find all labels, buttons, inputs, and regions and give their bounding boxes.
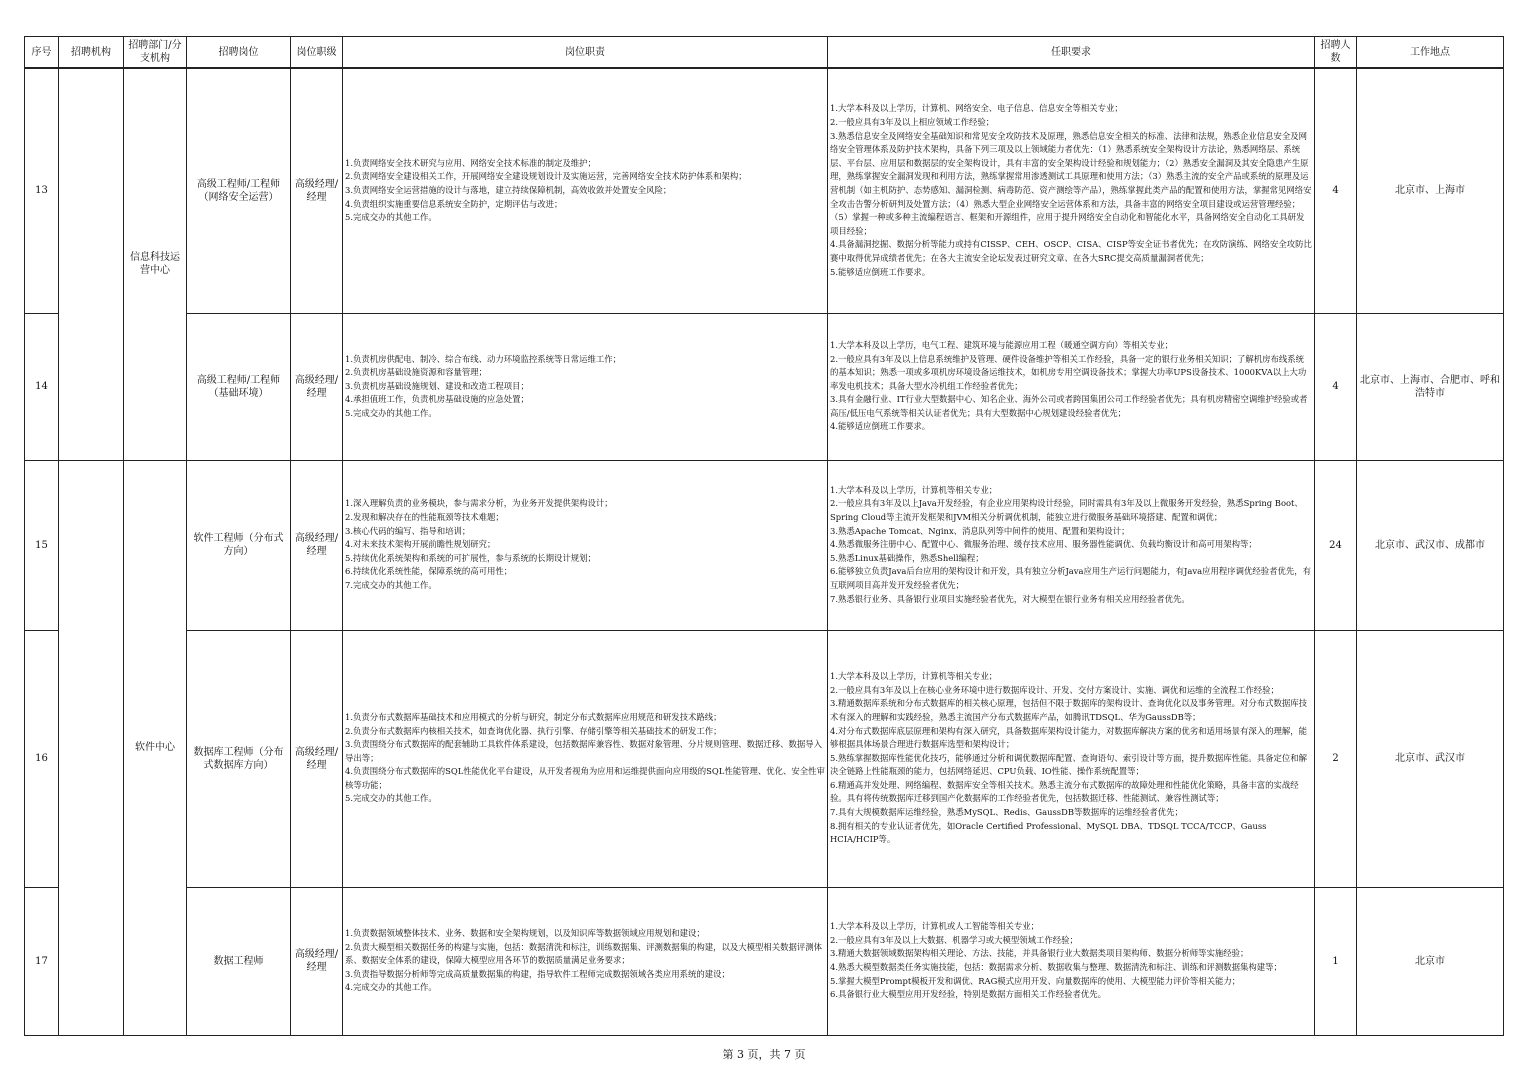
list-item: 2.一般应具有3年及以上相应领域工作经验； xyxy=(830,116,995,127)
list-item: 2.一般应具有3年及以上大数据、机器学习或大模型领域工作经验； xyxy=(830,934,1078,945)
table-row xyxy=(25,313,1504,460)
list-item: 3.精通大数据领域数据架构相关理论、方法、技能，并具备银行业大数据类项目架构师、数据分析师等实施经验； xyxy=(830,948,1249,959)
list-item: 2.发现和解决存在的性能瓶颈等技术难题； xyxy=(345,512,504,523)
row-location: 北京市、武汉市 xyxy=(1357,630,1504,887)
list-item: 5.掌握大模型Prompt模板开发和调优、RAG模式应用开发、向量数据库的使用、大模型能力评价等相关能力； xyxy=(830,975,1241,986)
row-count: 4 xyxy=(1315,68,1357,313)
list-item: 1.大学本科及以上学历，电气工程、建筑环境与能源应用工程（暖通空调方向）等相关专业； xyxy=(830,339,1173,350)
list-item: 4.能够适应倒班工作要求。 xyxy=(830,421,931,432)
list-item: 2.一般应具有3年及以上在核心业务环境中进行数据库设计、开发、交付方案设计、实施、调优和运维的全流程工作经验； xyxy=(830,684,1279,695)
row-position: 数据工程师 xyxy=(187,887,291,1035)
list-item: 1.大学本科及以上学历，计算机或人工智能等相关专业； xyxy=(830,921,1039,932)
list-item: 8.拥有相关的专业认证者优先，如Oracle Certified Professional、MySQL DBA、TDSQL TCCA/TCCP、Gauss HCIA/HCIP等。 xyxy=(830,820,1267,845)
dept-cell-2: 软件中心 xyxy=(124,460,187,1035)
row-location: 北京市、上海市、合肥市、呼和浩特市 xyxy=(1357,313,1504,460)
org-cell-2 xyxy=(59,460,124,1035)
header-dept: 招聘部门/分支机构 xyxy=(124,37,187,69)
list-item: 4.完成交办的其他工作。 xyxy=(345,982,437,993)
list-item: 1.负责数据领域整体技术、业务、数据和安全架构规划，以及知识库等数据领域应用规划和建设； xyxy=(345,928,705,939)
header-location: 工作地点 xyxy=(1357,37,1504,69)
row-requirements xyxy=(828,68,1315,313)
row-requirements xyxy=(828,313,1315,460)
list-item: 5.完成交办的其他工作。 xyxy=(345,407,437,418)
row-seq: 14 xyxy=(25,313,59,460)
list-item: 5.完成交办的其他工作。 xyxy=(345,793,437,804)
row-duties xyxy=(343,887,828,1035)
row-count: 24 xyxy=(1315,460,1357,630)
table-row xyxy=(25,887,1504,1035)
list-item: 3.熟悉Apache Tomcat、Nginx、消息队列等中间件的使用、配置和架构设计； xyxy=(830,525,1130,536)
table-row xyxy=(25,460,1504,630)
row-level: 高级经理/经理 xyxy=(291,630,343,887)
header-requirements: 任职要求 xyxy=(828,37,1315,69)
list-item: 4.对分布式数据库底层原理和架构有深入研究，具备数据库架构设计能力，对数据库解决方案的优劣和适用场景有深入的理解，能够根据具体场景合理进行数据库选型和架构设计； xyxy=(830,725,1307,750)
row-requirements xyxy=(828,887,1315,1035)
row-seq: 15 xyxy=(25,460,59,630)
header-duties: 岗位职责 xyxy=(343,37,828,69)
list-item: 2.负责机房基础设施资源和容量管理； xyxy=(345,367,487,378)
row-count: 1 xyxy=(1315,887,1357,1035)
row-position: 数据库工程师（分布式数据库方向） xyxy=(187,630,291,887)
list-item: 6.精通高并发处理、网络编程、数据库安全等相关技术。熟悉主流分布式数据库的故障处理和性能优化策略，具备丰富的实战经验。具有将传统数据库迁移到国产化数据库的工作经验者优先，包括数据迁移、性能测试、兼容性测试等； xyxy=(830,779,1299,804)
table-row xyxy=(25,630,1504,887)
list-item: 2.负责大模型相关数据任务的构建与实施，包括：数据清洗和标注，训练数据集、评测数据集的构建，以及大模型相关数据评测体系、数据安全体系的建设，保障大模型应用各环节的数据质量满足业务要求； xyxy=(345,941,822,966)
header-position: 招聘岗位 xyxy=(187,37,291,69)
row-position: 高级工程师/工程师（基础环境） xyxy=(187,313,291,460)
list-item: 3.负责指导数据分析师等完成高质量数据集的构建，指导软件工程师完成数据领域各类应用系统的建设； xyxy=(345,968,730,979)
list-item: 4.承担值班工作，负责机房基础设施的应急处置； xyxy=(345,394,529,405)
org-cell-1 xyxy=(59,68,124,460)
list-item: 1.大学本科及以上学历，计算机等相关专业； xyxy=(830,484,998,495)
row-level: 高级经理/经理 xyxy=(291,460,343,630)
row-location: 北京市、上海市 xyxy=(1357,68,1504,313)
row-seq: 17 xyxy=(25,887,59,1035)
header-level: 岗位职级 xyxy=(291,37,343,69)
list-item: 3.负责围绕分布式数据库的配套辅助工具软件体系建设，包括数据库兼容性、数据对象管理、分片规则管理、数据迁移、数据导入导出等； xyxy=(345,739,822,763)
list-item: 4.熟悉大模型数据类任务实施技能，包括：数据需求分析、数据收集与整理、数据清洗和标注、训练和评测数据集构建等； xyxy=(830,962,1282,972)
header-row xyxy=(25,37,1504,69)
list-item: 5.持续优化系统架构和系统的可扩展性，参与系统的长期设计规划； xyxy=(345,552,596,563)
row-requirements xyxy=(828,630,1315,887)
list-item: 6.持续优化系统性能，保障系统的高可用性； xyxy=(345,566,513,577)
list-item: 6.能够独立负责Java后台应用的架构设计和开发，具有独立分析Java应用生产运行问题能力，有Java应用程序调优经验者优先，有互联网项目高并发开发经验者优先； xyxy=(830,566,1311,590)
list-item: 4.负责围绕分布式数据库的SQL性能优化平台建设，从开发者视角为应用和运维提供面向应用级的SQL性能管理、优化、安全性审核等功能； xyxy=(345,766,825,790)
list-item: 5.能够适应倒班工作要求。 xyxy=(830,266,931,277)
list-item: 3.精通数据库系统和分布式数据库的相关核心原理，包括但不限于数据库的架构设计、查询优化以及事务管理。对分布式数据库技术有深入的理解和实践经验，熟悉主流国产分布式数据库产品，如腾讯TDSQL、华为GaussDB等； xyxy=(830,698,1307,722)
row-duties xyxy=(343,630,828,887)
list-item: 3.核心代码的编写、指导和培训； xyxy=(345,525,471,536)
row-location: 北京市 xyxy=(1357,887,1504,1035)
row-requirements xyxy=(828,460,1315,630)
list-item: 3.负责机房基础设施规划、建设和改造工程项目； xyxy=(345,380,529,391)
row-position: 高级工程师/工程师（网络安全运营） xyxy=(187,68,291,313)
list-item: 1.大学本科及以上学历，计算机、网络安全、电子信息、信息安全等相关专业； xyxy=(830,103,1123,114)
list-item: 4.熟悉微服务注册中心、配置中心、微服务治理、缓存技术应用、服务器性能调优、负载均衡设计和高可用架构等； xyxy=(830,539,1257,550)
list-item: 3.具有金融行业、IT行业大型数据中心、知名企业、海外公司或者跨国集团公司工作经验者优先；具有机房精密空调维护经验或者高压/低压电气系统等相关认证者优先；具有大型数据中心规划建设经验者优先； xyxy=(830,394,1308,418)
header-count: 招聘人数 xyxy=(1315,37,1357,69)
list-item: 7.具有大规模数据库运维经验，熟悉MySQL、Redis、GaussDB等数据库的运维经验者优先； xyxy=(830,807,1183,818)
list-item: 5.熟练掌握数据库性能优化技巧，能够通过分析和调优数据库配置、查询语句、索引设计等方面，提升数据库性能。具备定位和解决全链路上性能瓶颈的能力，包括网络延迟、CPU负载、IO性能、操作系统配置等； xyxy=(830,752,1307,777)
list-item: 7.熟悉银行业务、具备银行业项目实施经验者优先，对大模型在银行业务有相关应用经验者优先。 xyxy=(830,593,1190,604)
list-item: 7.完成交办的其他工作。 xyxy=(345,579,437,590)
row-seq: 16 xyxy=(25,630,59,887)
recruitment-table xyxy=(24,36,1504,1036)
list-item: 4.具备漏洞挖掘、数据分析等能力或持有CISSP、CEH、OSCP、CISA、CISP等安全证书者优先；在攻防演练、网络安全攻防比赛中取得优异成绩者优先；在各大主流安全论坛发表过研究文章、在各大SRC提交高质量漏洞者优先； xyxy=(830,239,1312,263)
dept-cell-1: 信息科技运营中心 xyxy=(124,68,187,460)
list-item: 1.深入理解负责的业务模块，参与需求分析，为业务开发提供架构设计； xyxy=(345,498,613,509)
list-item: 5.熟悉Linux基础操作，熟悉Shell编程； xyxy=(830,552,984,563)
list-item: 1.负责机房供配电、制冷、综合布线、动力环境监控系统等日常运维工作； xyxy=(345,353,621,364)
list-item: 1.负责分布式数据库基础技术和应用模式的分析与研究，制定分布式数据库应用规范和研发技术路线； xyxy=(345,711,722,722)
list-item: 3.负责网络安全运营措施的设计与落地，建立持续保障机制，高效收敛并处置安全风险； xyxy=(345,184,672,195)
header-seq: 序号 xyxy=(25,37,59,69)
row-duties xyxy=(343,313,828,460)
row-level: 高级经理/经理 xyxy=(291,887,343,1035)
row-level: 高级经理/经理 xyxy=(291,68,343,313)
list-item: 2.负责网络安全建设相关工作，开展网络安全建设规划设计及实施运营，完善网络安全技术防护体系和架构； xyxy=(345,171,747,182)
list-item: 3.熟悉信息安全及网络安全基础知识和常见安全攻防技术及原理，熟悉信息安全相关的标准、法律和法规，熟悉企业信息安全及网络安全管理体系及防护技术架构，具备下列三项及以上领域能力者优先：（1）熟悉系统安全架构设计方法论，熟悉网络层、系统层、平台层、应用层和数据层的安全架构设计，具有丰富的安全架构设计经验和规划能力；（2）熟悉安全漏洞及其安全隐患产生原理，熟练掌握安全漏洞发现和利用方法，熟练掌握常用渗透测试工具原理和使用方法；（3）熟悉主流的安全产品或系统的原理及运营机制（如主机防护、态势感知、漏洞检测、病毒防范、资产测绘等产品），熟练掌握此类产品的配置和使用方法，掌握常见网络安全攻击告警分析研判及处置方法；（4）熟悉大型企业网络安全运营体系和方法，具备丰富的网络安全项目建设或运营管理经验；（5）掌握一种或多种主流编程语言、框架和开源组件，应用于提升网络安全自动化和智能化水平，具备网络安全自动化工具研发项目经验； xyxy=(830,130,1312,236)
list-item: 6.具备银行业大模型应用开发经验，特别是数据方面相关工作经验者优先。 xyxy=(830,989,1106,1000)
list-item: 2.一般应具有3年及以上信息系统维护及管理、硬件设备维护等相关工作经验，具备一定的银行业务相关知识；了解机房布线系统的基本知识；熟悉一项或多项机房环境设备运维技术，如机房专用空调设备技术；掌握大功率UPS设备技术、1000KVA以上大功率发电机技术；具备大型水冷机组工作经验者优先； xyxy=(830,353,1307,391)
row-count: 4 xyxy=(1315,313,1357,460)
list-item: 4.负责组织实施重要信息系统安全防护，定期评估与改进； xyxy=(345,198,563,209)
row-location: 北京市、武汉市、成都市 xyxy=(1357,460,1504,630)
list-item: 2.负责分布式数据库内核相关技术，如查询优化器、执行引擎、存储引擎等相关基础技术的研发工作； xyxy=(345,725,722,736)
row-seq: 13 xyxy=(25,68,59,313)
list-item: 1.大学本科及以上学历，计算机等相关专业； xyxy=(830,671,998,682)
list-item: 5.完成交办的其他工作。 xyxy=(345,212,437,223)
list-item: 1.负责网络安全技术研究与应用、网络安全技术标准的制定及维护； xyxy=(345,157,596,168)
row-duties xyxy=(343,460,828,630)
list-item: 4.对未来技术架构开展前瞻性规划研究； xyxy=(345,539,496,550)
row-level: 高级经理/经理 xyxy=(291,313,343,460)
header-org: 招聘机构 xyxy=(59,37,124,69)
row-count: 2 xyxy=(1315,630,1357,887)
page-footer: 第 3 页，共 7 页 xyxy=(722,1048,806,1061)
row-position: 软件工程师（分布式方向） xyxy=(187,460,291,630)
list-item: 2.一般应具有3年及以上Java开发经验，有企业应用架构设计经验，同时需具有3年及以上微服务开发经验，熟悉Spring Boot、Spring Cloud等主流开发框架和JVM相关分析调优机制，能独立进行微服务基础环境搭建、配置和调优； xyxy=(830,498,1303,523)
row-duties xyxy=(343,68,828,313)
table-row xyxy=(25,68,1504,313)
